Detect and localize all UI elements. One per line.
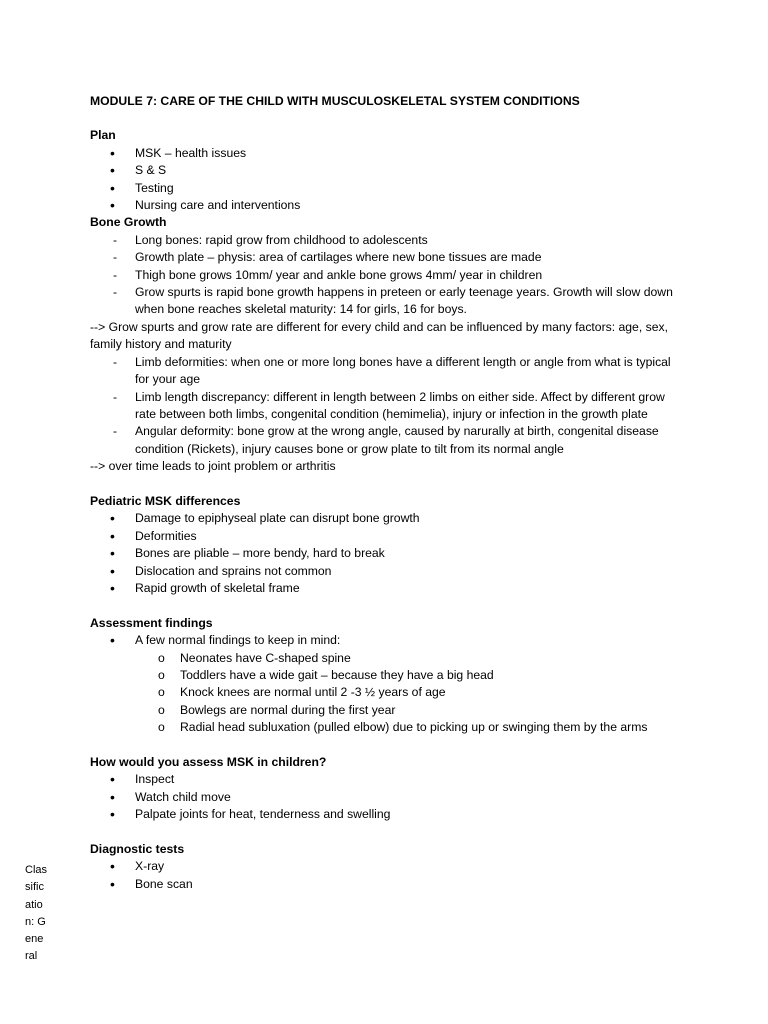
list-item: • Watch child move xyxy=(90,789,680,806)
diagnostic-list xyxy=(90,858,680,893)
list-item: • A few normal findings to keep in mind: xyxy=(90,632,680,649)
list-item: - Thigh bone grows 10mm/ year and ankle bone grows 4mm/ year in children xyxy=(90,267,680,284)
bone-growth-list xyxy=(90,232,680,319)
page-title: MODULE 7: CARE OF THE CHILD WITH MUSCULOSKELETAL SYSTEM CONDITIONS xyxy=(90,94,580,108)
list-item: • Bone scan xyxy=(90,876,680,893)
section-heading-plan: Plan xyxy=(90,128,116,143)
assess-msk-list xyxy=(90,771,680,823)
list-item: o Radial head subluxation (pulled elbow) due to picking up or swinging them by the arms xyxy=(90,719,680,736)
list-item: - Limb length discrepancy: different in length between 2 limbs on either side. Affect by different grow rate between both limbs, congenital condition (hemimelia), injury or infection in the growth plate xyxy=(90,389,680,424)
classification-label: Classification: General xyxy=(25,864,48,963)
list-item: • Dislocation and sprains not common xyxy=(90,563,680,580)
document-body xyxy=(90,93,680,893)
bone-growth-note: --> Grow spurts and grow rate are different for every child and can be influenced by many factors: age, sex, family history and maturity xyxy=(90,319,668,352)
list-item: • Rapid growth of skeletal frame xyxy=(90,580,680,597)
section-heading-assessment: Assessment findings xyxy=(90,615,213,630)
arthritis-note: --> over time leads to joint problem or arthritis xyxy=(90,459,336,474)
list-item: • S & S xyxy=(90,162,680,179)
list-item: • Inspect xyxy=(90,771,680,788)
list-item: • X-ray xyxy=(90,858,680,875)
pediatric-list xyxy=(90,510,680,597)
list-item: • Testing xyxy=(90,180,680,197)
list-item: o Neonates have C-shaped spine xyxy=(90,650,680,667)
list-item: o Bowlegs are normal during the first year xyxy=(90,702,680,719)
list-item: - Angular deformity: bone grow at the wrong angle, caused by narurally at birth, congenital disease condition (Rickets), injury causes bone or grow plate to tilt from its normal angle xyxy=(90,423,680,458)
list-item: • Nursing care and interventions xyxy=(90,197,680,214)
plan-list xyxy=(90,145,680,215)
section-heading-pediatric: Pediatric MSK differences xyxy=(90,493,241,508)
list-item: o Toddlers have a wide gait – because they have a big head xyxy=(90,667,680,684)
section-heading-diagnostic: Diagnostic tests xyxy=(90,842,185,856)
section-heading-bone-growth: Bone Growth xyxy=(90,215,167,230)
normal-findings-list xyxy=(90,650,680,737)
deformity-list xyxy=(90,354,680,458)
list-item: o Knock knees are normal until 2 -3 ½ years of age xyxy=(90,684,680,701)
section-heading-assess-msk: How would you assess MSK in children? xyxy=(90,754,327,769)
list-item: • Damage to epiphyseal plate can disrupt bone growth xyxy=(90,510,680,527)
list-item: • Bones are pliable – more bendy, hard to break xyxy=(90,545,680,562)
assessment-list xyxy=(90,632,680,649)
list-item: • MSK – health issues xyxy=(90,145,680,162)
list-item: - Growth plate – physis: area of cartilages where new bone tissues are made xyxy=(90,249,680,266)
list-item: - Limb deformities: when one or more long bones have a different length or angle from what is typical for your age xyxy=(90,354,680,389)
list-item: • Palpate joints for heat, tenderness and swelling xyxy=(90,806,680,823)
list-item: - Grow spurts is rapid bone growth happens in preteen or early teenage years. Growth will slow down when bone reaches skeletal maturity: 14 for girls, 16 for boys. xyxy=(90,284,680,319)
list-item: - Long bones: rapid grow from childhood to adolescents xyxy=(90,232,680,249)
list-item: • Deformities xyxy=(90,528,680,545)
